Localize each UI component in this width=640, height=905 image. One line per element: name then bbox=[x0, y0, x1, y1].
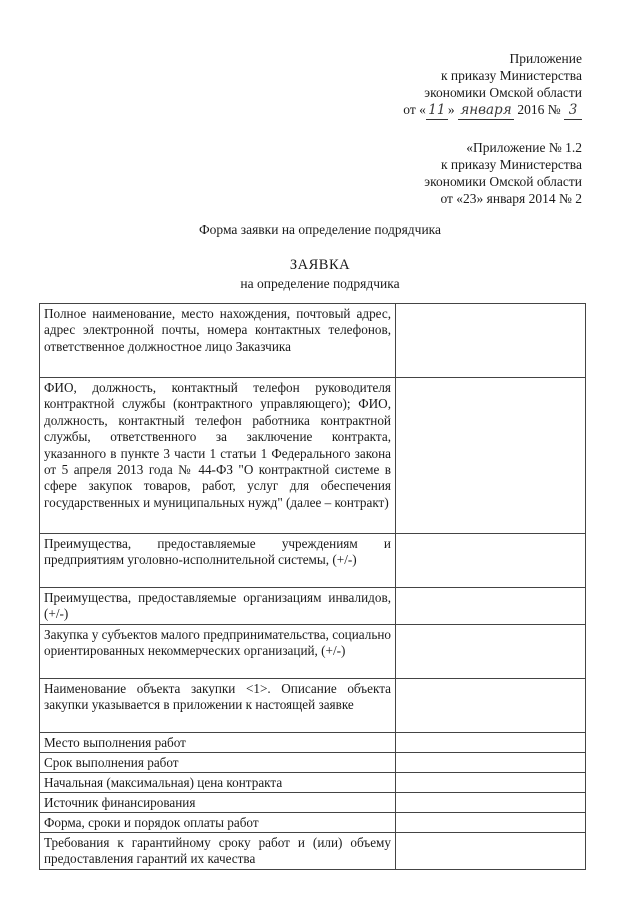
row-label: Начальная (максимальная) цена контракта bbox=[40, 773, 396, 792]
prev-appendix-title: «Приложение № 1.2 bbox=[466, 140, 582, 155]
row-value-cell bbox=[396, 773, 585, 792]
document-subtitle: на определение подрядчика bbox=[240, 276, 400, 291]
row-label: Закупка у субъектов малого предпринимательства, социально ориентированных некоммерческих организаций, (+/-) bbox=[40, 625, 396, 678]
appendix-title: Приложение bbox=[509, 51, 582, 66]
row-label: Полное наименование, место нахождения, почтовый адрес, адрес электронной почты, номера контактных телефонов, ответственное должностное лицо Заказчика bbox=[40, 304, 396, 377]
application-table bbox=[39, 303, 586, 870]
appendix-ministry: экономики Омской области bbox=[424, 85, 582, 100]
row-label: Место выполнения работ bbox=[40, 733, 396, 752]
handwritten-number: 3 bbox=[564, 102, 582, 120]
row-value-cell bbox=[396, 304, 585, 377]
row-label: Срок выполнения работ bbox=[40, 753, 396, 772]
row-label: Преимущества, предоставляемые учреждениям и предприятиям уголовно-исполнительной системы, (+/-) bbox=[40, 534, 396, 587]
row-value-cell bbox=[396, 625, 585, 678]
table-row bbox=[40, 813, 585, 833]
table-row bbox=[40, 733, 585, 753]
date-year: 2016 № bbox=[513, 102, 564, 117]
document-title: ЗАЯВКА bbox=[289, 257, 351, 273]
table-row bbox=[40, 534, 585, 588]
table-row bbox=[40, 588, 585, 625]
table-row bbox=[40, 625, 585, 679]
date-prefix: от « bbox=[403, 102, 426, 117]
table-row bbox=[40, 304, 585, 378]
row-value-cell bbox=[396, 813, 585, 832]
table-row bbox=[40, 753, 585, 773]
appendix-order-ref: к приказу Министерства bbox=[440, 68, 582, 83]
row-value-cell bbox=[396, 679, 585, 732]
row-label: Наименование объекта закупки <1>. Описание объекта закупки указывается в приложении к настоящей заявке bbox=[40, 679, 396, 732]
prev-appendix-ministry: экономики Омской области bbox=[424, 174, 582, 189]
row-value-cell bbox=[396, 833, 585, 869]
handwritten-day: 11 bbox=[426, 102, 448, 120]
row-value-cell bbox=[396, 753, 585, 772]
row-label: ФИО, должность, контактный телефон руководителя контрактной службы (контрактного управляющего); ФИО, должность, контактный телефон работника контрактной службы, ответственного за заключение контракта, указанного в пункте 3 части 1 статьи 1 Федерального закона от 5 апреля 2013 года № 44-ФЗ "О контрактной системе в сфере закупок товаров, работ, услуг для обеспечения государственных и муниципальных нужд" (далее – контракт) bbox=[40, 378, 396, 533]
prev-appendix-date: от «23» января 2014 № 2 bbox=[440, 191, 582, 206]
previous-appendix-header bbox=[424, 139, 582, 207]
date-mid: » bbox=[447, 102, 455, 117]
appendix-header bbox=[403, 50, 582, 120]
row-label: Источник финансирования bbox=[40, 793, 396, 812]
row-value-cell bbox=[396, 588, 585, 624]
row-value-cell bbox=[396, 793, 585, 812]
table-row bbox=[40, 679, 585, 733]
table-row bbox=[40, 793, 585, 813]
form-title: Форма заявки на определение подрядчика bbox=[198, 222, 442, 237]
appendix-date-line bbox=[403, 101, 582, 120]
row-label: Требования к гарантийному сроку работ и (или) объему предоставления гарантий их качества bbox=[40, 833, 396, 869]
row-label: Форма, сроки и порядок оплаты работ bbox=[40, 813, 396, 832]
table-row bbox=[40, 833, 585, 870]
handwritten-month: января bbox=[458, 102, 514, 120]
row-value-cell bbox=[396, 378, 585, 533]
table-row bbox=[40, 378, 585, 534]
row-value-cell bbox=[396, 534, 585, 587]
table-row bbox=[40, 773, 585, 793]
row-value-cell bbox=[396, 733, 585, 752]
row-label: Преимущества, предоставляемые организациям инвалидов, (+/-) bbox=[40, 588, 396, 624]
prev-appendix-order-ref: к приказу Министерства bbox=[440, 157, 582, 172]
